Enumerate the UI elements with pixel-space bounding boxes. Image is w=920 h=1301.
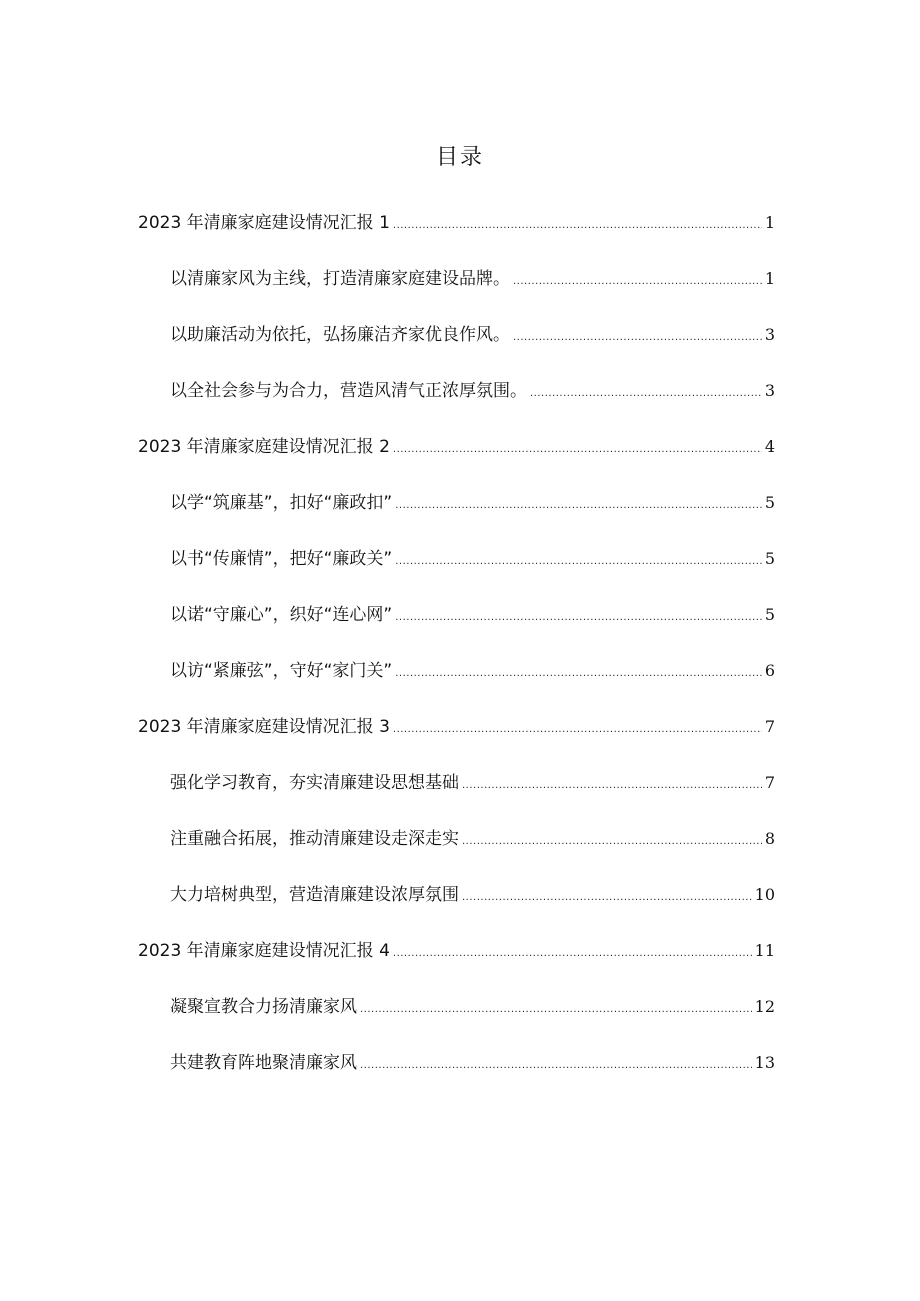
- toc-page-number: 8: [764, 829, 775, 848]
- toc-page-number: 10: [754, 885, 775, 904]
- toc-entry[interactable]: [170, 488, 775, 518]
- dot-leader: [462, 827, 762, 857]
- toc-entry-label: 注重融合拓展，推动清廉建设走深走实: [170, 829, 459, 849]
- toc-page-number: 3: [764, 325, 775, 344]
- toc-entry-label: 2023 年清廉家庭建设情况汇报 3: [138, 717, 390, 737]
- dot-leader: [393, 939, 752, 969]
- toc-entry[interactable]: [170, 768, 775, 798]
- dot-leader: [462, 771, 762, 801]
- dot-leader: [360, 1051, 752, 1081]
- dot-leader: [530, 379, 762, 409]
- toc-entry-label: 以学“筑廉基”，扣好“廉政扣”: [170, 493, 393, 513]
- toc-entry-label: 凝聚宣教合力扬清廉家风: [170, 997, 357, 1017]
- dot-leader: [393, 435, 762, 465]
- toc-entry-label: 以访“紧廉弦”，守好“家门关”: [170, 661, 393, 681]
- toc-page-number: 3: [764, 381, 775, 400]
- toc-entry-label: 以清廉家风为主线，打造清廉家庭建设品牌。: [170, 269, 510, 289]
- toc-entry-label: 共建教育阵地聚清廉家风: [170, 1053, 357, 1073]
- toc-entry[interactable]: [170, 320, 775, 350]
- toc-entry-label: 以诺“守廉心”，织好“连心网”: [170, 605, 393, 625]
- toc-entry[interactable]: [170, 544, 775, 574]
- toc-page-number: 4: [764, 437, 775, 456]
- toc-entry-label: 2023 年清廉家庭建设情况汇报 4: [138, 941, 390, 961]
- toc-entry[interactable]: [138, 208, 775, 238]
- toc-entry[interactable]: [170, 880, 775, 910]
- dot-leader: [395, 659, 762, 689]
- dot-leader: [462, 883, 752, 913]
- toc-entry[interactable]: [170, 992, 775, 1022]
- toc-entry-label: 以书“传廉情”，把好“廉政关”: [170, 549, 393, 569]
- dot-leader: [393, 715, 762, 745]
- dot-leader: [395, 491, 762, 521]
- toc-entry-label: 大力培树典型，营造清廉建设浓厚氛围: [170, 885, 459, 905]
- toc-entry-label: 以助廉活动为依托，弘扬廉洁齐家优良作风。: [170, 325, 510, 345]
- toc-page-number: 1: [764, 269, 775, 288]
- toc-title: 目录: [435, 145, 484, 170]
- toc-page-number: 13: [754, 1053, 775, 1072]
- toc-page-number: 5: [764, 493, 775, 512]
- toc-entry[interactable]: [170, 1048, 775, 1078]
- toc-entry-label: 以全社会参与为合力，营造风清气正浓厚氛围。: [170, 381, 527, 401]
- dot-leader: [360, 995, 752, 1025]
- toc-entry-label: 2023 年清廉家庭建设情况汇报 2: [138, 437, 390, 457]
- toc-entry-label: 2023 年清廉家庭建设情况汇报 1: [138, 213, 390, 233]
- toc-page-number: 11: [754, 941, 775, 960]
- dot-leader: [393, 211, 762, 241]
- toc-entry[interactable]: [138, 712, 775, 742]
- toc-entry[interactable]: [138, 432, 775, 462]
- toc-page-number: 5: [764, 549, 775, 568]
- toc-page-number: 7: [764, 773, 775, 792]
- toc-entry[interactable]: [170, 264, 775, 294]
- dot-leader: [513, 323, 762, 353]
- toc-entry[interactable]: [170, 656, 775, 686]
- toc-entry[interactable]: [170, 824, 775, 854]
- toc-page-number: 12: [754, 997, 775, 1016]
- toc-entry[interactable]: [170, 376, 775, 406]
- dot-leader: [395, 603, 762, 633]
- toc-page-number: 5: [764, 605, 775, 624]
- dot-leader: [395, 547, 762, 577]
- toc-entry-label: 强化学习教育，夯实清廉建设思想基础: [170, 773, 459, 793]
- toc-page-number: 1: [764, 213, 775, 232]
- toc-page-number: 6: [764, 661, 775, 680]
- toc-entry[interactable]: [138, 936, 775, 966]
- dot-leader: [513, 267, 762, 297]
- toc-entry[interactable]: [170, 600, 775, 630]
- toc-page-number: 7: [764, 717, 775, 736]
